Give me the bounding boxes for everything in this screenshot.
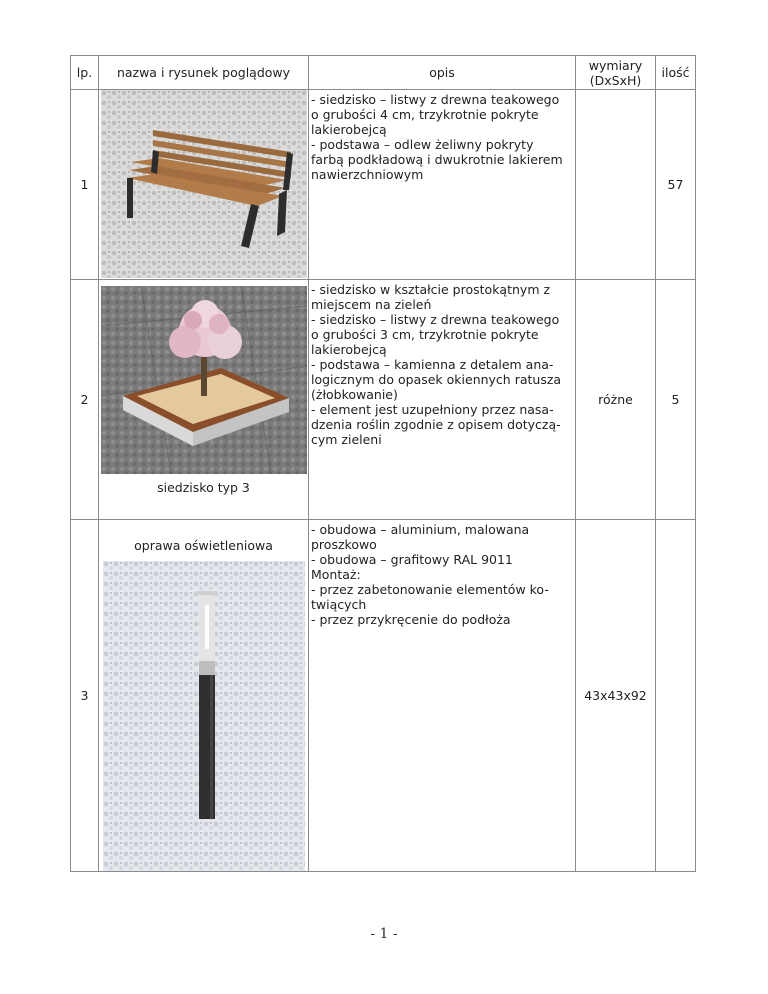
image-cell (99, 280, 309, 520)
row-number: 3 (71, 520, 99, 872)
lamp-image (103, 561, 305, 871)
header-lp: lp. (71, 56, 99, 90)
page-number: - 1 - (370, 926, 398, 942)
opis-line: - podstawa – odlew żeliwny pokryty (311, 137, 534, 152)
header-wymiary-line2: (DxSxH) (589, 72, 642, 88)
row-number: 2 (71, 280, 99, 520)
image-caption: siedzisko typ 3 (157, 480, 250, 495)
opis-line: - siedzisko – listwy z drewna teakowego (311, 312, 560, 327)
dimensions-cell (576, 90, 656, 280)
opis-line: (żłobkowanie) (311, 387, 398, 402)
opis-line: farbą podkładową i dwukrotnie lakierem (311, 152, 563, 167)
opis-line: logicznym do opasek okiennych ratusza (311, 372, 562, 387)
quantity-cell (656, 520, 696, 872)
description-cell (309, 280, 576, 520)
image-caption: oprawa oświetleniowa (134, 538, 273, 553)
header-wymiary-line1: wymiary (588, 57, 643, 73)
opis-line: Montaż: (311, 567, 361, 582)
opis-line: lakierobejcą (311, 342, 387, 357)
quantity-cell: 5 (656, 280, 696, 520)
row-number: 1 (71, 90, 99, 280)
opis-line: - obudowa – grafitowy RAL 9011 (311, 552, 513, 567)
header-opis: opis (309, 56, 576, 90)
dimensions-cell: 43x43x92 (576, 520, 656, 872)
quantity-cell: 57 (656, 90, 696, 280)
opis-line: - siedzisko w kształcie prostokątnym z (311, 282, 551, 297)
opis-line: twiących (311, 597, 367, 612)
product-table (70, 55, 696, 872)
table-row (71, 280, 696, 520)
image-cell (99, 520, 309, 872)
table-header-row (71, 56, 696, 90)
description-cell (309, 90, 576, 280)
opis-line: - element jest uzupełniony przez nasa- (311, 402, 554, 417)
header-wymiary (576, 56, 656, 90)
opis-line: - przez przykręcenie do podłoża (311, 612, 511, 627)
opis-line: cym zieleni (311, 432, 382, 447)
opis-line: o grubości 4 cm, trzykrotnie pokryte (311, 107, 539, 122)
table-row (71, 90, 696, 280)
bench-image (101, 90, 307, 278)
planter-seat-image (101, 286, 307, 474)
opis-line: miejscem na zieleń (311, 297, 432, 312)
image-cell (99, 90, 309, 280)
header-ilosc: ilość (656, 56, 696, 90)
table-row (71, 520, 696, 872)
opis-line: - obudowa – aluminium, malowana (311, 522, 530, 537)
opis-line: nawierzchniowym (311, 167, 424, 182)
opis-line: - podstawa – kamienna z detalem ana- (311, 357, 554, 372)
dimensions-cell: różne (576, 280, 656, 520)
opis-line: - siedzisko – listwy z drewna teakowego (311, 92, 560, 107)
opis-line: o grubości 3 cm, trzykrotnie pokryte (311, 327, 539, 342)
opis-line: - przez zabetonowanie elementów ko- (311, 582, 549, 597)
description-cell (309, 520, 576, 872)
opis-line: lakierobejcą (311, 122, 387, 137)
opis-line: dzenia roślin zgodnie z opisem dotyczą- (311, 417, 561, 432)
opis-line: proszkowo (311, 537, 377, 552)
header-nazwa: nazwa i rysunek poglądowy (99, 56, 309, 90)
